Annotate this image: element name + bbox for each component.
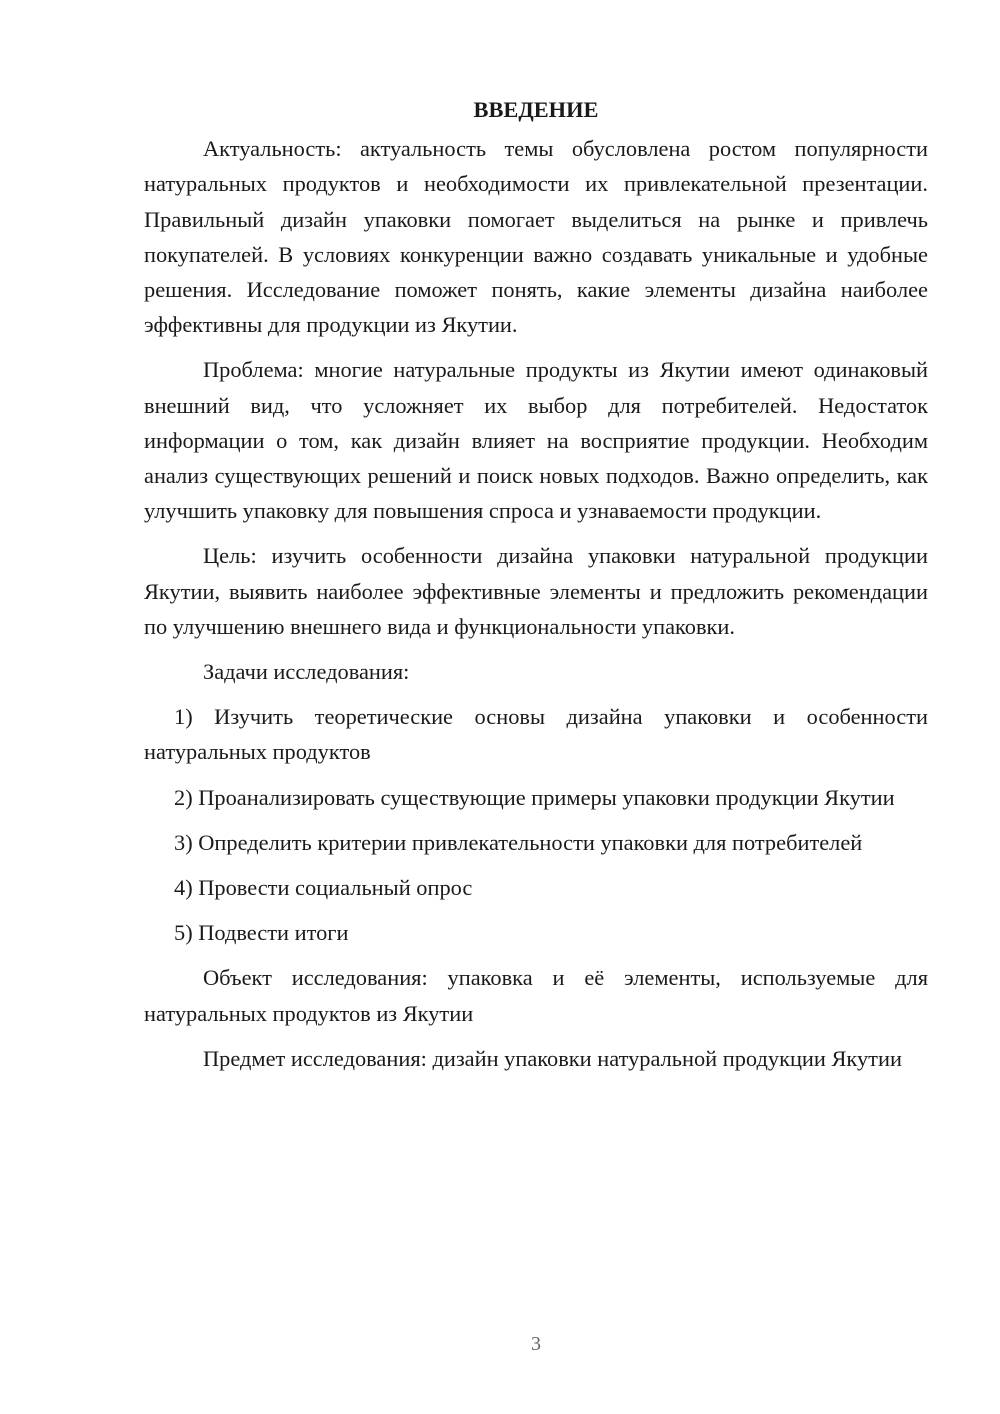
document-body [144,92,928,1086]
page-title: ВВЕДЕНИЕ [473,97,599,122]
paragraph-goal: Цель: изучить особенности дизайна упаковки натуральной продукции Якутии, выявить наиболее эффективные элементы и предложить рекомендации по улучшению внешнего вида и функциональности упаковки. [144,543,928,639]
task-item: 2) Проанализировать существующие примеры упаковки продукции Якутии [174,784,895,810]
paragraph-problem: Проблема: многие натуральные продукты из Якутии имеют одинаковый внешний вид, что усложняет их выбор для потребителей. Недостаток информации о том, как дизайн влияет на восприятие продукции. Необходим анализ существующих решений и поиск новых подходов. Важно определить, как улучшить упаковку для повышения спроса и узнаваемости продукции. [144,357,928,524]
task-item: 5) Подвести итоги [174,920,349,946]
task-item: 3) Определить критерии привлекательности упаковки для потребителей [174,829,863,855]
task-item: 4) Провести социальный опрос [174,875,473,901]
tasks-heading: Задачи исследования: [203,659,410,685]
page-number: 3 [531,1333,541,1355]
paragraph-object: Объект исследования: упаковка и её элементы, используемые для натуральных продуктов из Якутии [144,965,928,1026]
task-item: 1) Изучить теоретические основы дизайна упаковки и особенности натуральных продуктов [144,704,928,765]
paragraph-subject: Предмет исследования: дизайн упаковки натуральной продукции Якутии [203,1045,902,1071]
paragraph-relevance: Актуальность: актуальность темы обусловлена ростом популярности натуральных продуктов и необходимости их привлекательной презентации. Правильный дизайн упаковки помогает выделиться на рынке и привлечь покупателей. В условиях конкуренции важно создавать уникальные и удобные решения. Исследование поможет понять, какие элементы дизайна наиболее эффективны для продукции из Якутии. [144,136,928,338]
